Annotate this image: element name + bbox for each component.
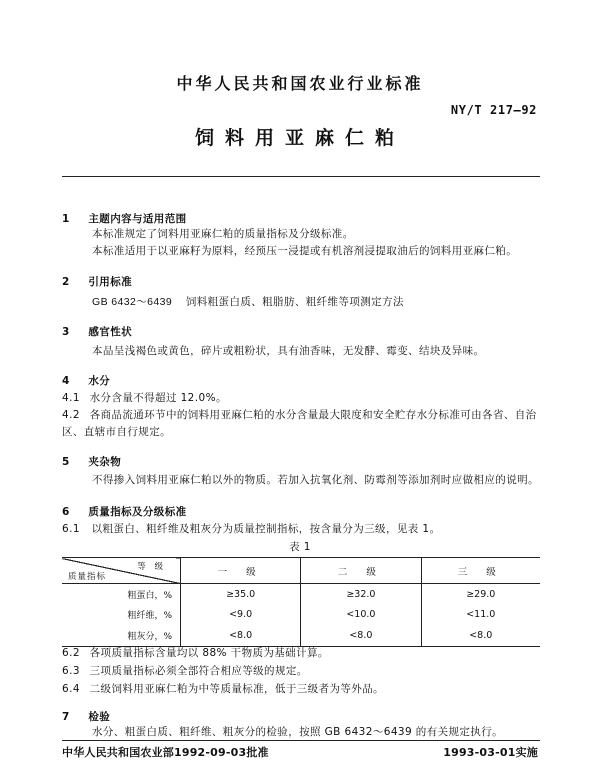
table-cell: <9.0 bbox=[181, 605, 301, 626]
clause-number: 6.4 bbox=[62, 683, 80, 695]
section-title: 质量指标及分级标准 bbox=[88, 506, 187, 518]
row-label: 粗灰分，% bbox=[127, 631, 172, 642]
footer-rule bbox=[62, 740, 540, 741]
section-5-paragraph: 不得掺入饲料用亚麻仁粕以外的物质。若加入抗氧化剂、防霉剂等添加剂时应做相应的说明。 bbox=[92, 474, 539, 486]
section-title: 检验 bbox=[88, 711, 111, 723]
table-corner-cell bbox=[62, 558, 181, 584]
section-1-paragraph-2: 本标准适用于以亚麻籽为原料，经预压一浸提或有机溶剂浸提取油后的饲料用亚麻仁粕。 bbox=[92, 245, 518, 257]
table-cell: <8.0 bbox=[181, 625, 301, 646]
table-cell: <11.0 bbox=[421, 605, 540, 626]
table-cell: <8.0 bbox=[421, 625, 540, 646]
row-label: 粗纤维，% bbox=[127, 611, 172, 622]
reference-standard bbox=[92, 294, 404, 309]
section-number: 4 bbox=[62, 375, 70, 387]
effective-date: 1993-03-01实施 bbox=[443, 746, 538, 759]
section-6-heading bbox=[62, 500, 187, 519]
row-label: 粗蛋白，% bbox=[127, 590, 172, 601]
standard-category: 中华人民共和国农业行业标准 bbox=[176, 74, 424, 93]
clause-4-2-continued: 区、直辖市自行规定。 bbox=[62, 426, 171, 438]
table-cell: ≥29.0 bbox=[421, 584, 540, 605]
section-5-heading bbox=[62, 450, 121, 469]
table-cell: <8.0 bbox=[301, 625, 421, 646]
section-title: 主题内容与适用范围 bbox=[88, 213, 187, 225]
standard-code: NY/T 217—92 bbox=[450, 103, 537, 117]
table-header-row bbox=[62, 558, 540, 584]
section-title: 夹杂物 bbox=[88, 456, 122, 468]
clause-text: 各商品流通环节中的饲料用亚麻仁粕的水分含量最大限度和安全贮存水分标准可由各省、自治 bbox=[89, 409, 537, 421]
clause-4-2 bbox=[62, 407, 537, 422]
table-cell: ≥35.0 bbox=[181, 584, 301, 605]
clause-text: 二级饲料用亚麻仁粕为中等质量标准，低于三级者为等外品。 bbox=[89, 683, 384, 695]
clause-text: 三项质量指标必须全部符合相应等级的规定。 bbox=[89, 665, 308, 677]
section-title: 引用标准 bbox=[88, 276, 133, 288]
section-1-heading bbox=[62, 207, 187, 226]
clause-6-2 bbox=[62, 645, 329, 660]
section-4-heading bbox=[62, 369, 110, 388]
section-3-heading bbox=[62, 320, 132, 339]
section-number: 3 bbox=[62, 326, 70, 338]
clause-number: 6.3 bbox=[62, 665, 80, 677]
clause-6-3 bbox=[62, 663, 308, 678]
corner-index-label: 质量指标 bbox=[68, 572, 107, 582]
clause-6-4 bbox=[62, 681, 384, 696]
section-number: 5 bbox=[62, 456, 70, 468]
section-number: 2 bbox=[62, 276, 70, 288]
section-title: 水分 bbox=[88, 375, 111, 387]
document-title: 饲料用亚麻仁粕 bbox=[194, 127, 405, 149]
clause-number: 6.1 bbox=[62, 523, 80, 535]
section-title: 感官性状 bbox=[88, 326, 133, 338]
table-cell: ≥32.0 bbox=[301, 584, 421, 605]
grade-header: 三 级 bbox=[421, 558, 540, 584]
clause-text: 以粗蛋白、粗纤维及粗灰分为质量控制指标，按含量分为三级，见表 1。 bbox=[91, 523, 441, 535]
section-7-paragraph: 水分、粗蛋白质、粗纤维、粗灰分的检验，按照 GB 6432～6439 的有关规定执行。 bbox=[92, 726, 503, 738]
approval-line: 中华人民共和国农业部1992-09-03批准 bbox=[62, 746, 269, 759]
section-7-heading bbox=[62, 705, 110, 724]
clause-text: 各项质量指标含量均以 88% 干物质为基础计算。 bbox=[89, 647, 329, 659]
table-cell: <10.0 bbox=[301, 605, 421, 626]
table-row bbox=[62, 584, 540, 605]
section-number: 6 bbox=[62, 506, 70, 518]
table-row bbox=[62, 605, 540, 626]
clause-number: 4.1 bbox=[62, 392, 80, 404]
section-number: 7 bbox=[62, 711, 70, 723]
corner-grade-label: 等 级 bbox=[137, 562, 166, 572]
clause-4-1 bbox=[62, 390, 227, 405]
quality-grade-table bbox=[62, 557, 540, 647]
clause-text: 水分含量不得超过 12.0%。 bbox=[89, 392, 227, 404]
section-1-paragraph-1: 本标准规定了饲料用亚麻仁粕的质量指标及分级标准。 bbox=[92, 228, 354, 240]
header-rule bbox=[62, 176, 540, 177]
clause-number: 6.2 bbox=[62, 647, 80, 659]
grade-header: 二 级 bbox=[301, 558, 421, 584]
clause-6-1 bbox=[62, 521, 440, 536]
section-number: 1 bbox=[62, 213, 70, 225]
section-3-paragraph: 本品呈浅褐色或黄色，碎片或粗粉状，具有油香味，无发酵、霉变、结块及异味。 bbox=[92, 345, 485, 357]
table-caption: 表 1 bbox=[289, 541, 311, 553]
reference-title: 饲料粗蛋白质、粗脂肪、粗纤维等项测定方法 bbox=[185, 296, 404, 308]
clause-number: 4.2 bbox=[62, 409, 80, 421]
table-row bbox=[62, 625, 540, 646]
section-2-heading bbox=[62, 270, 132, 289]
reference-code: GB 6432～6439 bbox=[92, 296, 173, 308]
grade-header: 一 级 bbox=[181, 558, 301, 584]
